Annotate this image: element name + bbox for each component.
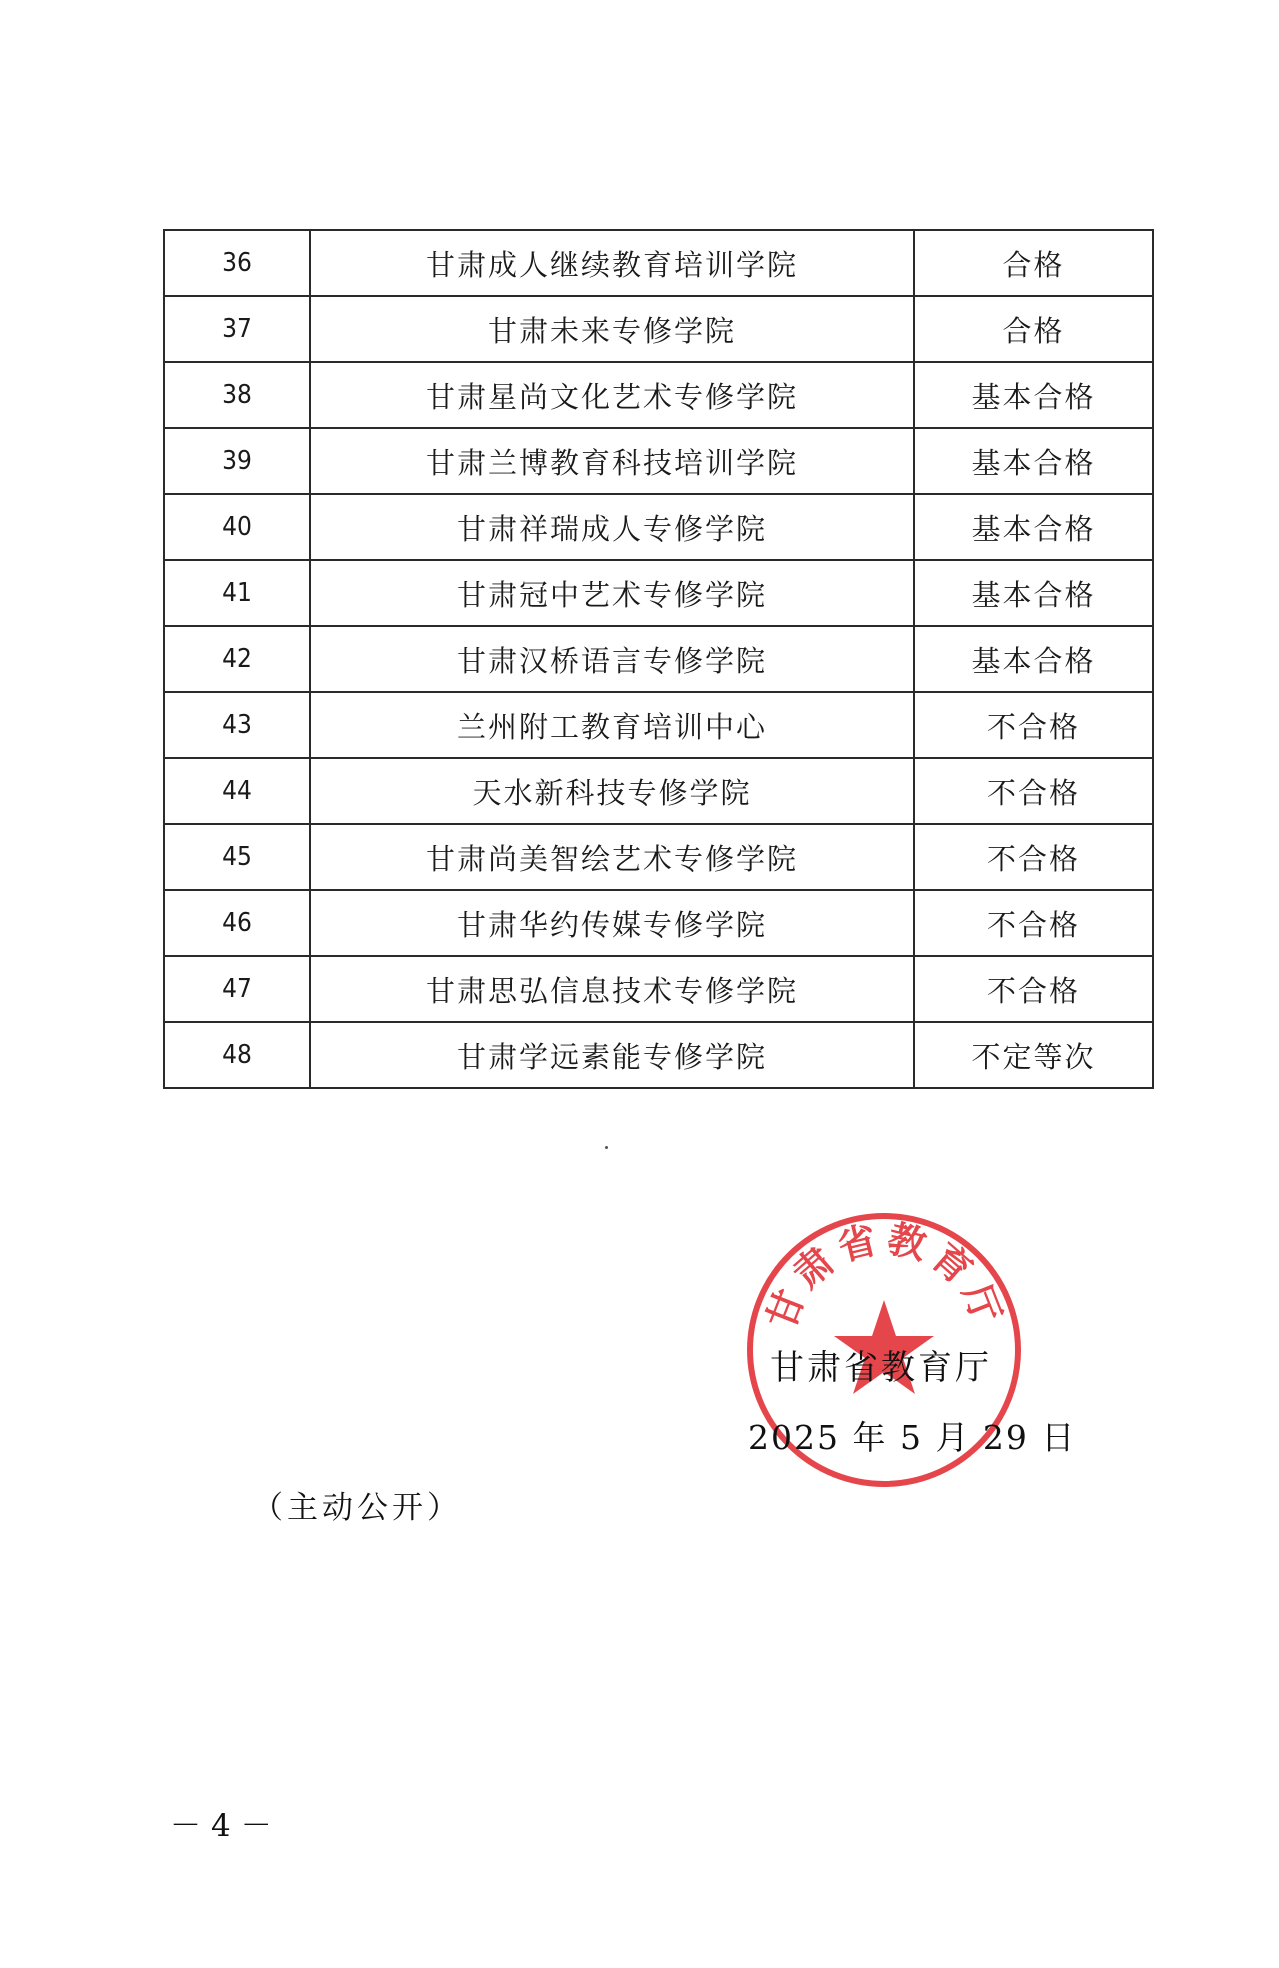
- table-row: [164, 494, 1153, 560]
- evaluation-result-cell: 不合格: [914, 692, 1153, 758]
- table-row: [164, 956, 1153, 1022]
- row-number-cell: 46: [164, 890, 310, 956]
- evaluation-result-cell: 基本合格: [914, 560, 1153, 626]
- institution-name-cell: 甘肃学远素能专修学院: [310, 1022, 914, 1088]
- table-row: [164, 230, 1153, 296]
- evaluation-result-cell: 不定等次: [914, 1022, 1153, 1088]
- table-row: [164, 824, 1153, 890]
- table-row: [164, 758, 1153, 824]
- row-number-cell: 39: [164, 428, 310, 494]
- row-number-cell: 37: [164, 296, 310, 362]
- results-table-body: [164, 230, 1153, 1088]
- institution-name-cell: 甘肃成人继续教育培训学院: [310, 230, 914, 296]
- evaluation-result-cell: 合格: [914, 230, 1153, 296]
- row-number-cell: 48: [164, 1022, 310, 1088]
- evaluation-result-cell: 合格: [914, 296, 1153, 362]
- evaluation-result-cell: 不合格: [914, 890, 1153, 956]
- table-row: [164, 890, 1153, 956]
- row-number-cell: 44: [164, 758, 310, 824]
- institution-name-cell: 兰州附工教育培训中心: [310, 692, 914, 758]
- scan-speck: [605, 1146, 608, 1149]
- institution-name-cell: 甘肃祥瑞成人专修学院: [310, 494, 914, 560]
- institution-name-cell: 甘肃冠中艺术专修学院: [310, 560, 914, 626]
- evaluation-result-cell: 基本合格: [914, 428, 1153, 494]
- disclosure-label: （主动公开）: [252, 1490, 462, 1526]
- evaluation-result-cell: 基本合格: [914, 626, 1153, 692]
- table-row: [164, 626, 1153, 692]
- table-row: [164, 362, 1153, 428]
- evaluation-result-cell: 不合格: [914, 758, 1153, 824]
- page-number: －4－: [170, 1808, 282, 1844]
- table-row: [164, 428, 1153, 494]
- institution-name-cell: 甘肃汉桥语言专修学院: [310, 626, 914, 692]
- row-number-cell: 45: [164, 824, 310, 890]
- row-number-cell: 42: [164, 626, 310, 692]
- evaluation-result-cell: 不合格: [914, 824, 1153, 890]
- table-row: [164, 560, 1153, 626]
- evaluation-results-table: [163, 229, 1154, 1089]
- row-number-cell: 47: [164, 956, 310, 1022]
- table-row: [164, 1022, 1153, 1088]
- institution-name-cell: 甘肃星尚文化艺术专修学院: [310, 362, 914, 428]
- seal-text: 甘肃省教育厅: [757, 1215, 1013, 1335]
- evaluation-result-cell: 基本合格: [914, 494, 1153, 560]
- institution-name-cell: 甘肃华约传媒专修学院: [310, 890, 914, 956]
- row-number-cell: 43: [164, 692, 310, 758]
- institution-name-cell: 甘肃兰博教育科技培训学院: [310, 428, 914, 494]
- table-row: [164, 296, 1153, 362]
- institution-name-cell: 甘肃未来专修学院: [310, 296, 914, 362]
- issue-date: 2025 年 5 月 29 日: [748, 1418, 1077, 1457]
- table-row: [164, 692, 1153, 758]
- institution-name-cell: 甘肃思弘信息技术专修学院: [310, 956, 914, 1022]
- row-number-cell: 40: [164, 494, 310, 560]
- row-number-cell: 41: [164, 560, 310, 626]
- institution-name-cell: 甘肃尚美智绘艺术专修学院: [310, 824, 914, 890]
- row-number-cell: 38: [164, 362, 310, 428]
- evaluation-result-cell: 基本合格: [914, 362, 1153, 428]
- institution-name-cell: 天水新科技专修学院: [310, 758, 914, 824]
- issuer-name: 甘肃省教育厅: [770, 1348, 992, 1388]
- row-number-cell: 36: [164, 230, 310, 296]
- evaluation-result-cell: 不合格: [914, 956, 1153, 1022]
